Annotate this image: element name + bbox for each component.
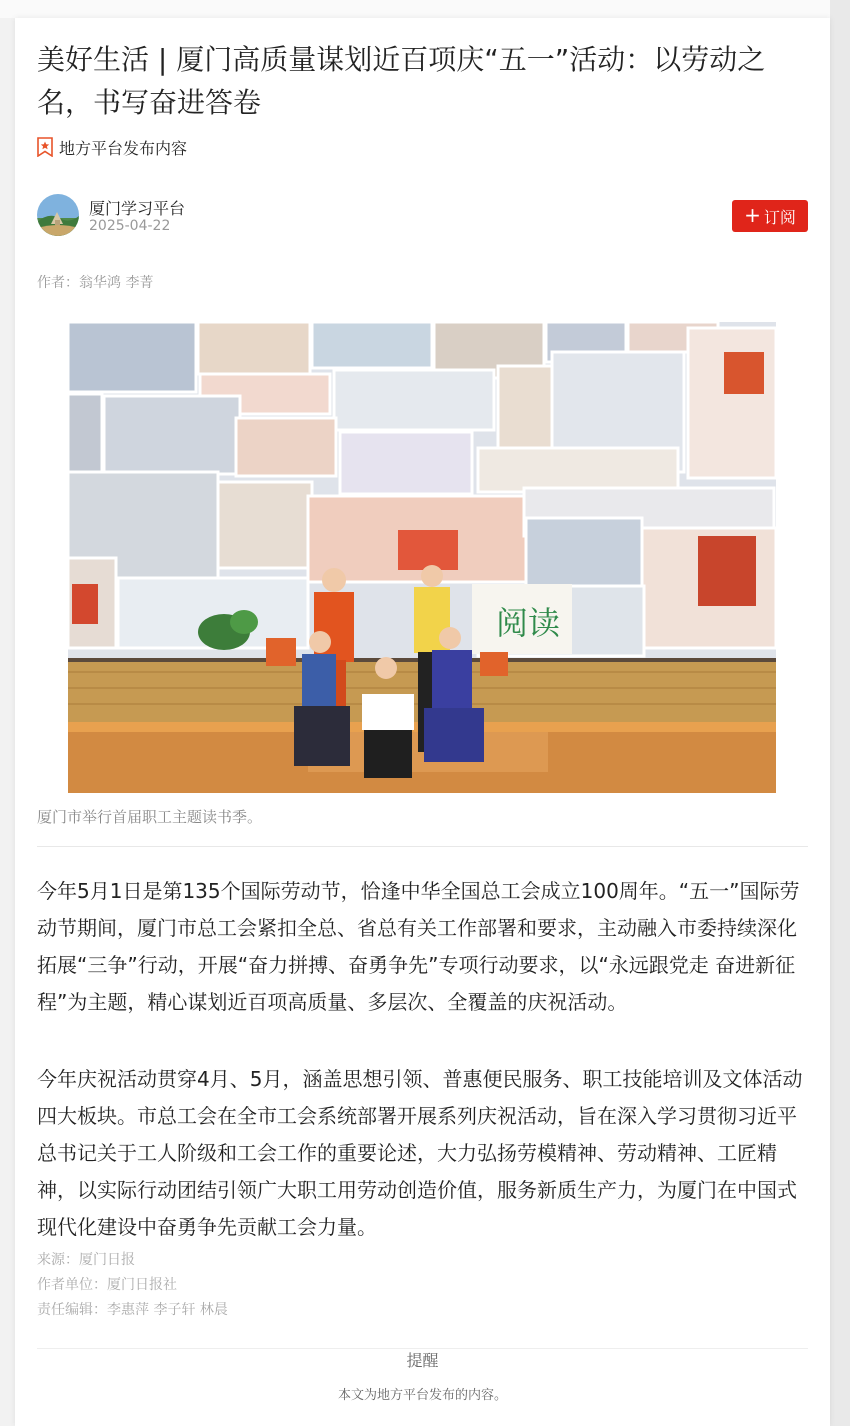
article-paragraph: 今年庆祝活动贯穿4月、5月，涵盖思想引领、普惠便民服务、职工技能培训及文体活动四大板块。市总工会在全市工会系统部署开展系列庆祝活动，旨在深入学习贯彻习近平总书记关于工人阶级和工会工作的重要论述，大力弘扬劳模精神、劳动精神、工匠精神，以实际行动团结引领广大职工用劳动创造价值，服务新质生产力，为厦门在中国式现代化建设中奋勇争先贡献工会力量。 bbox=[37, 1067, 803, 1239]
account-name[interactable]: 厦门学习平台 bbox=[89, 199, 186, 218]
article-page bbox=[15, 18, 830, 1426]
subscribe-label: 订阅 bbox=[763, 207, 796, 227]
reminder-text: 本文为地方平台发布的内容。 bbox=[337, 1388, 507, 1403]
editors-line: 责任编辑：李惠萍 李子轩 林晨 bbox=[37, 1302, 228, 1318]
author-row bbox=[37, 194, 808, 238]
article-title: 美好生活 | 厦门高质量谋划近百项庆“五一”活动：以劳动之名，书写奋进答卷 bbox=[37, 43, 766, 119]
scrollbar-track[interactable] bbox=[830, 0, 850, 1426]
platform-tag-label: 地方平台发布内容 bbox=[59, 138, 188, 158]
account-avatar[interactable] bbox=[37, 194, 79, 236]
reminder-title: 提醒 bbox=[406, 1351, 439, 1370]
platform-tag bbox=[37, 136, 187, 158]
article-photo bbox=[68, 322, 776, 793]
top-strip bbox=[0, 0, 850, 18]
source-line: 来源：厦门日报 bbox=[37, 1252, 135, 1268]
bookmark-star-icon bbox=[37, 137, 53, 157]
author-unit-line: 作者单位：厦门日报社 bbox=[37, 1277, 177, 1293]
plus-icon: + bbox=[744, 203, 761, 227]
reading-banner-text: 阅读 bbox=[496, 604, 561, 642]
photo-caption: 厦门市举行首届职工主题读书季。 bbox=[37, 808, 263, 826]
publish-date: 2025-04-22 bbox=[89, 218, 171, 234]
byline: 作者：翁华鸿 李菁 bbox=[37, 275, 154, 291]
subscribe-button[interactable] bbox=[732, 200, 808, 232]
divider bbox=[37, 846, 808, 847]
article-paragraph: 今年5月1日是第135个国际劳动节，恰逢中华全国总工会成立100周年。“五一”国际劳动节期间，厦门市总工会紧扣全总、省总有关工作部署和要求，主动融入市委持续深化拓展“三争”行动，开展“奋力拼搏、奋勇争先”专项行动要求，以“永远跟党走 奋进新征程”为主题，精心谋划近百项高质量、多层次、全覆盖的庆祝活动。 bbox=[37, 879, 800, 1014]
